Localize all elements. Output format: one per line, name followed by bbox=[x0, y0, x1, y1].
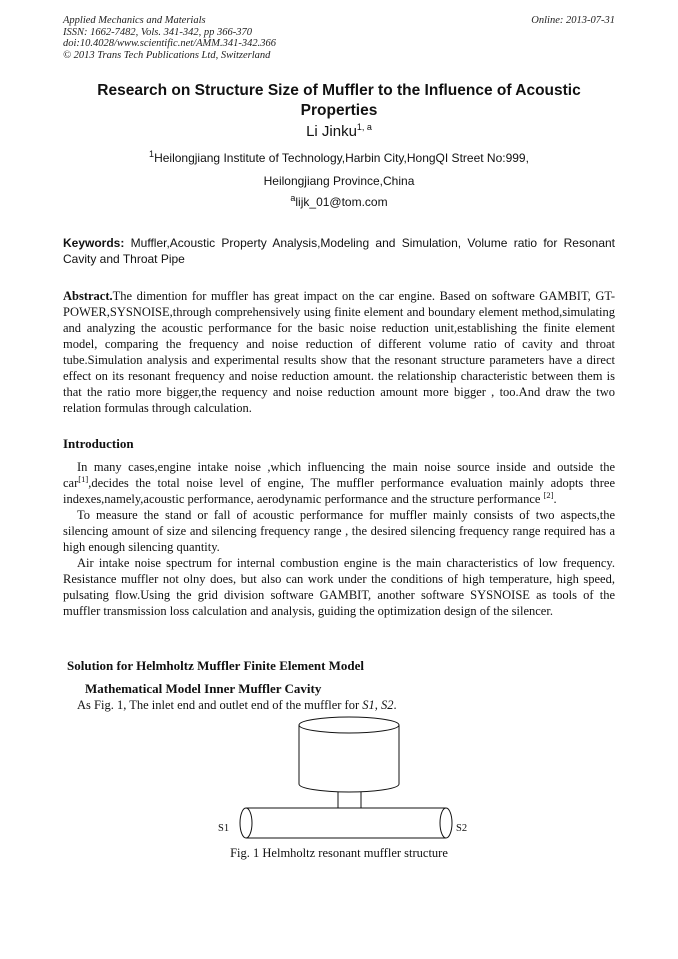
affiliation-line-2: Heilongjiang Province,China bbox=[263, 174, 415, 188]
author-superscript: 1, a bbox=[356, 122, 372, 132]
throat-pipe bbox=[338, 792, 361, 808]
journal-doi[interactable]: doi:10.4028/www.scientific.net/AMM.341-342.366 bbox=[63, 38, 276, 49]
keywords-text: Muffler,Acoustic Property Analysis,Modeling and Simulation, Volume ratio for Resonant Cavity and Throat Pipe bbox=[63, 236, 615, 266]
citation-2[interactable]: [2] bbox=[543, 489, 554, 500]
author-name: Li Jinku bbox=[306, 123, 357, 140]
solution-subheading: Mathematical Model Inner Muffler Cavity bbox=[85, 681, 322, 696]
resonant-cavity bbox=[299, 717, 399, 792]
muffler-figure bbox=[230, 715, 460, 845]
solution-text: As Fig. 1, The inlet end and outlet end of the muffler for S1, S2. bbox=[77, 698, 397, 712]
journal-copyright: © 2013 Trans Tech Publications Ltd, Switzerland bbox=[63, 49, 271, 61]
journal-name: Applied Mechanics and Materials bbox=[63, 15, 206, 26]
intro-paragraph-3: Air intake noise spectrum for internal combustion engine is the main characteristics of low frequency. Resistance muffler not olny does, but also can work under the conditions of high temperature, high speed, pulsating flow.Using the grid division software GAMBIT, another software SYSNOISE as tools of the muffler transmission loss calculation and analysis, guiding the optimization design of the silencer. bbox=[63, 556, 615, 618]
abstract-text: The dimention for muffler has great impact on the car engine. Based on software GAMBIT, GT-POWER,SYSNOISE,through comprehensively using finite element and boundary element method,simulating and analyzing the acoustic performance for the basic noise reduction unit,establishing the finite element model, comparing the frequency and noise reduction of different volume ratio of cavity and throat tube.Simulation analysis and experimental results show that the resonant structure parameters have a direct effect on its resonant frequency and noise reduction amount. the relationship characteristic between them is that the ratio more bigger,the requency and noise reduction amount more bigger , too.And draw the two relation formulas through calculation. bbox=[63, 289, 615, 415]
author-line bbox=[63, 123, 615, 140]
introduction-heading: Introduction bbox=[63, 436, 134, 451]
abstract-label: Abstract. bbox=[63, 289, 113, 303]
email-superscript: a bbox=[290, 193, 296, 203]
main-pipe bbox=[240, 808, 452, 838]
intro-paragraph-2: To measure the stand or fall of acoustic performance for muffler mainly consists of two aspects,the silencing amount of size and silencing frequency range , the desired silencing frequency range required has a high enough silencing quantity. bbox=[63, 508, 615, 554]
journal-issn: ISSN: 1662-7482, Vols. 341-342, pp 366-370 bbox=[63, 26, 252, 38]
keywords-label: Keywords: bbox=[63, 236, 125, 250]
journal-header bbox=[63, 15, 276, 61]
paper-title: Research on Structure Size of Muffler to the Influence of Acoustic Properties bbox=[97, 82, 581, 119]
figure-caption: Fig. 1 Helmholtz resonant muffler structure bbox=[230, 846, 448, 860]
author-email[interactable]: $^a$lijk_01@tom.com bbox=[290, 193, 388, 209]
inlet-outlet-vars: S1, S2 bbox=[362, 698, 394, 712]
inlet-label: S1 bbox=[218, 823, 230, 834]
citation-1[interactable]: [1] bbox=[78, 473, 89, 484]
solution-heading: Solution for Helmholtz Muffler Finite Element Model bbox=[67, 658, 365, 673]
intro-paragraph-1: In many cases,engine intake noise ,which influencing the main noise source inside and outside the car[1],decides the total noise level of engine, The muffler performance evaluation mainly adopts three indexes,namely,acoustic performance, aerodynamic performance and the structure performance [2]. bbox=[63, 460, 615, 506]
outlet-label: S2 bbox=[456, 823, 468, 834]
keywords-block bbox=[63, 236, 615, 267]
affiliation-superscript: 1 bbox=[149, 149, 155, 159]
online-date: Online: 2013-07-31 bbox=[531, 15, 615, 26]
affiliation-line-1: $^1$Heilongjiang Institute of Technology,Harbin City,HongQI Street No:999, bbox=[149, 149, 529, 165]
abstract-block bbox=[63, 288, 615, 416]
